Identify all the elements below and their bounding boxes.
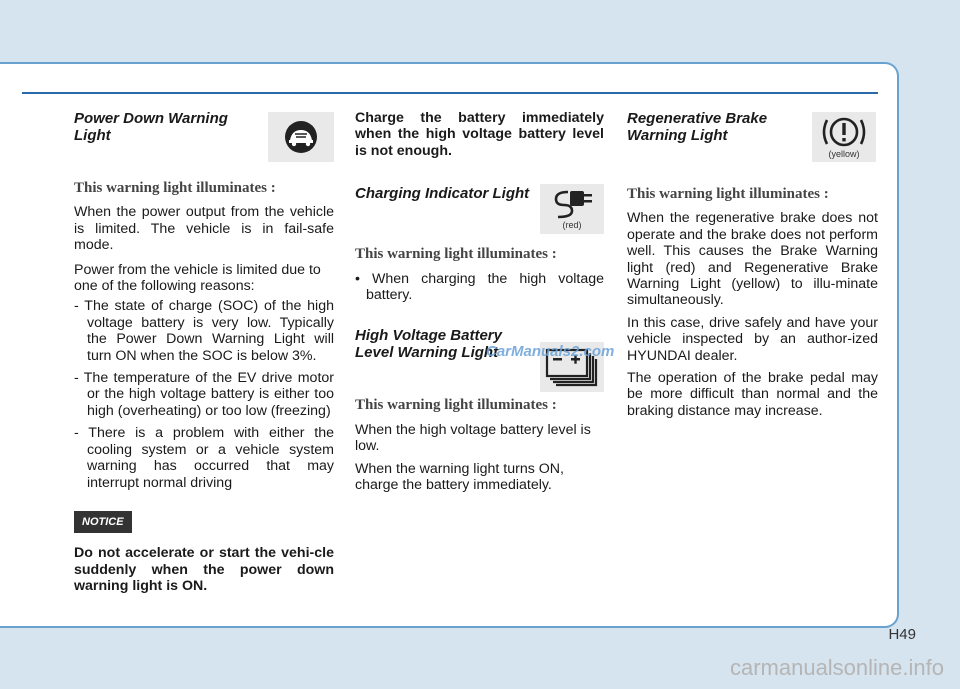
watermark: CarManuals2.com bbox=[486, 343, 615, 360]
regen-illum-heading: This warning light illuminates : bbox=[627, 186, 829, 202]
charging-icon-caption: (red) bbox=[562, 220, 582, 230]
charge-intro: Charge the battery immediately when the high voltage battery level is not enough. bbox=[355, 110, 604, 159]
power-down-item-3: - There is a problem with either the cooling system or a vehicle system warning has occurred that may interrupt normal driving bbox=[74, 425, 334, 491]
power-down-illum-heading: This warning light illuminates : bbox=[74, 180, 276, 196]
regen-icon-caption: (yellow) bbox=[828, 149, 860, 159]
power-down-p1: When the power output from the vehicle is limited. The vehicle is in fail-safe mode. bbox=[74, 204, 334, 254]
hv-p1: When the high voltage battery level is low. bbox=[355, 421, 591, 455]
regen-icon-box bbox=[812, 112, 876, 162]
turtle-icon bbox=[283, 119, 319, 155]
page-number: H49 bbox=[888, 626, 916, 643]
power-down-item-1: - The state of charge (SOC) of the high voltage battery is very low. Typically the Power Down Warning Light will turn ON when the SOC is below 3%. bbox=[74, 298, 334, 364]
charging-icon-box bbox=[540, 184, 604, 234]
power-down-heading: Power Down Warning Light bbox=[74, 110, 228, 144]
power-down-item-2: - The temperature of the EV drive motor or the high voltage battery is either too high (overheating) or too low (freezing) bbox=[74, 370, 334, 419]
regen-p2: In this case, drive safely and have your vehicle inspected by an author-ized HYUNDAI dealer. bbox=[627, 314, 878, 364]
hv-p2: When the warning light turns ON, charge the battery immediately. bbox=[355, 460, 564, 494]
charging-illum-heading: This warning light illuminates : bbox=[355, 246, 557, 263]
regen-heading: Regenerative Brake Warning Light bbox=[627, 110, 768, 144]
brake-warning-icon bbox=[817, 115, 871, 149]
footer-url: carmanualsonline.info bbox=[729, 655, 944, 680]
power-down-icon-box bbox=[268, 112, 334, 162]
notice-badge: NOTICE bbox=[74, 511, 132, 533]
charging-heading: Charging Indicator Light bbox=[355, 185, 530, 203]
hv-battery-heading: High Voltage Battery Level Warning Light bbox=[355, 327, 502, 362]
power-down-p2: Power from the vehicle is limited due to one of the following reasons: bbox=[74, 261, 321, 295]
column-power-down bbox=[74, 110, 334, 595]
charging-plug-icon bbox=[548, 188, 596, 220]
charging-bullet-text: When charging the high voltage battery. bbox=[366, 270, 604, 304]
charging-bullet: • When charging the high voltage battery. bbox=[355, 270, 604, 304]
regen-p3: The operation of the brake pedal may be more difficult than normal and the braking distance may increase. bbox=[627, 370, 878, 419]
header-rule bbox=[22, 92, 878, 94]
notice-text: Do not accelerate or start the vehi-cle suddenly when the power down warning light is ON. bbox=[74, 545, 334, 595]
regen-p1: When the regenerative brake does not operate and the brake does not perform well. This causes the Brake Warning light (red) and Regenerative Brake Warning Light (yellow) to illu-minate simultaneously. bbox=[627, 210, 878, 309]
column-charging bbox=[355, 110, 604, 493]
hv-illum-heading: This warning light illuminates : bbox=[355, 397, 557, 414]
